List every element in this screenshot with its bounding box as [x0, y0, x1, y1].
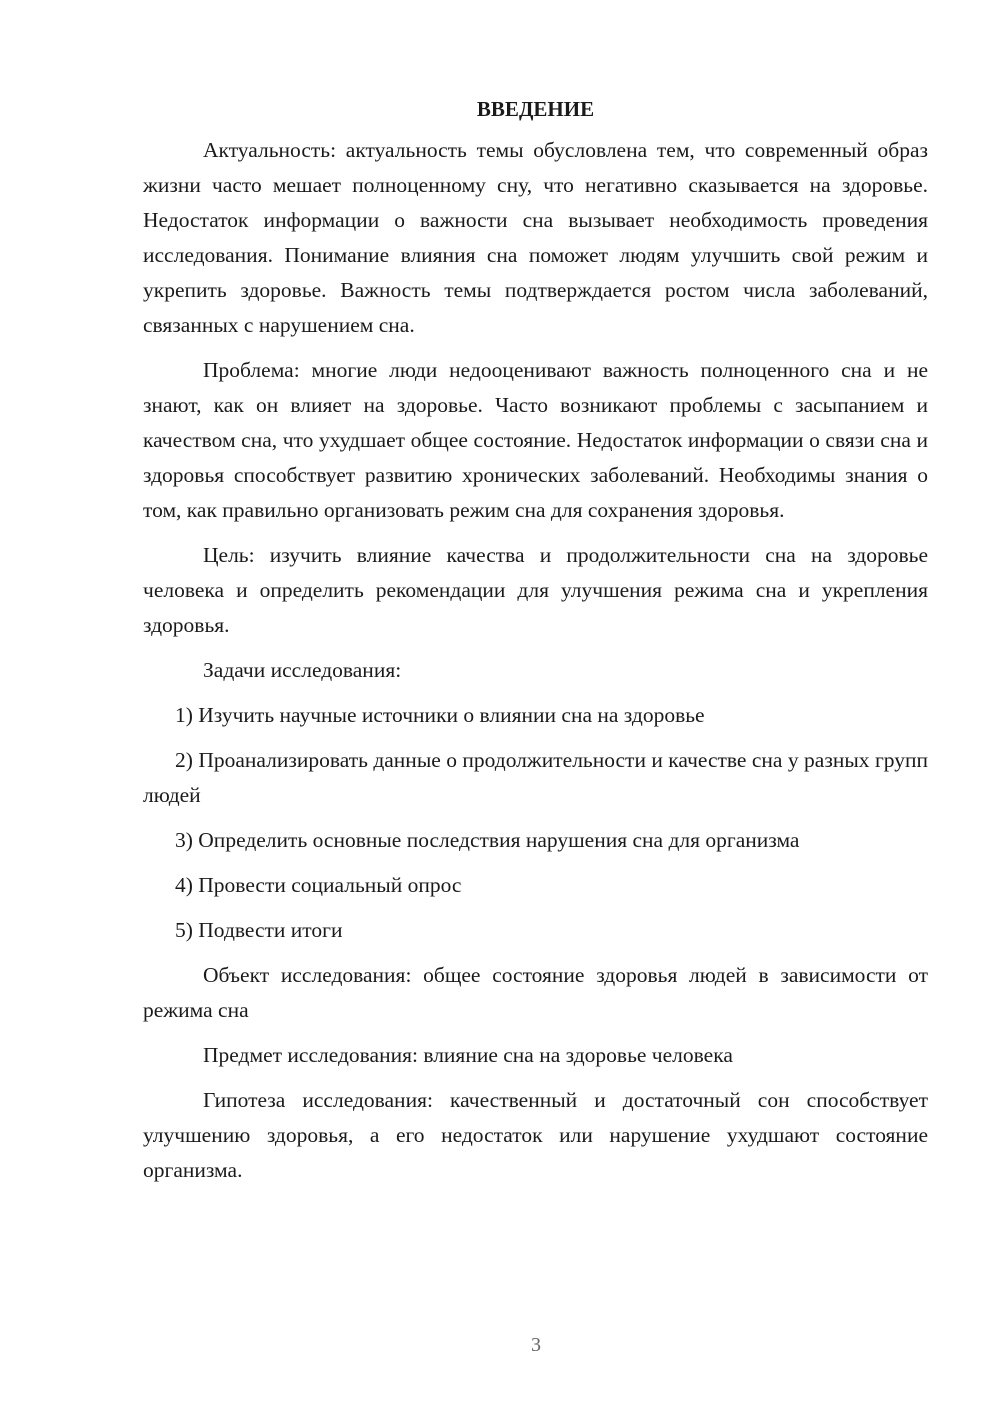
- paragraph-goal: Цель: изучить влияние качества и продолжительности сна на здоровье человека и определить рекомендации для улучшения режима сна и укрепления здоровья.: [143, 543, 928, 637]
- page-number: 3: [531, 1334, 541, 1356]
- paragraph-subject: Предмет исследования: влияние сна на здоровье человека: [203, 1043, 733, 1067]
- list-item-task-2: 2) Проанализировать данные о продолжительности и качестве сна у разных групп людей: [143, 748, 928, 807]
- page-title: ВВЕДЕНИЕ: [476, 97, 595, 121]
- list-item-task-5: 5) Подвести итоги: [175, 918, 343, 942]
- paragraph-hypothesis: Гипотеза исследования: качественный и достаточный сон способствует улучшению здоровья, а его недостаток или нарушение ухудшают состояние организма.: [143, 1088, 928, 1182]
- paragraph-relevance: Актуальность: актуальность темы обусловлена тем, что современный образ жизни часто мешает полноценному сну, что негативно сказывается на здоровье. Недостаток информации о важности сна вызывает необходимость проведения исследования. Понимание влияния сна поможет людям улучшить свой режим и укрепить здоровье. Важность темы подтверждается ростом числа заболеваний, связанных с нарушением сна.: [143, 138, 928, 337]
- page-content: [143, 94, 928, 1188]
- paragraph-problem: Проблема: многие люди недооценивают важность полноценного сна и не знают, как он влияет на здоровье. Часто возникают проблемы с засыпанием и качеством сна, что ухудшает общее состояние. Недостаток информации о связи сна и здоровья способствует развитию хронических заболеваний. Необходимы знания о том, как правильно организовать режим сна для сохранения здоровья.: [143, 358, 928, 522]
- tasks-heading: Задачи исследования:: [203, 658, 402, 682]
- list-item-task-1: 1) Изучить научные источники о влиянии сна на здоровье: [175, 703, 705, 727]
- list-item-task-4: 4) Провести социальный опрос: [175, 873, 462, 897]
- list-item-task-3: 3) Определить основные последствия нарушения сна для организма: [175, 828, 800, 852]
- paragraph-object: Объект исследования: общее состояние здоровья людей в зависимости от режима сна: [143, 963, 928, 1022]
